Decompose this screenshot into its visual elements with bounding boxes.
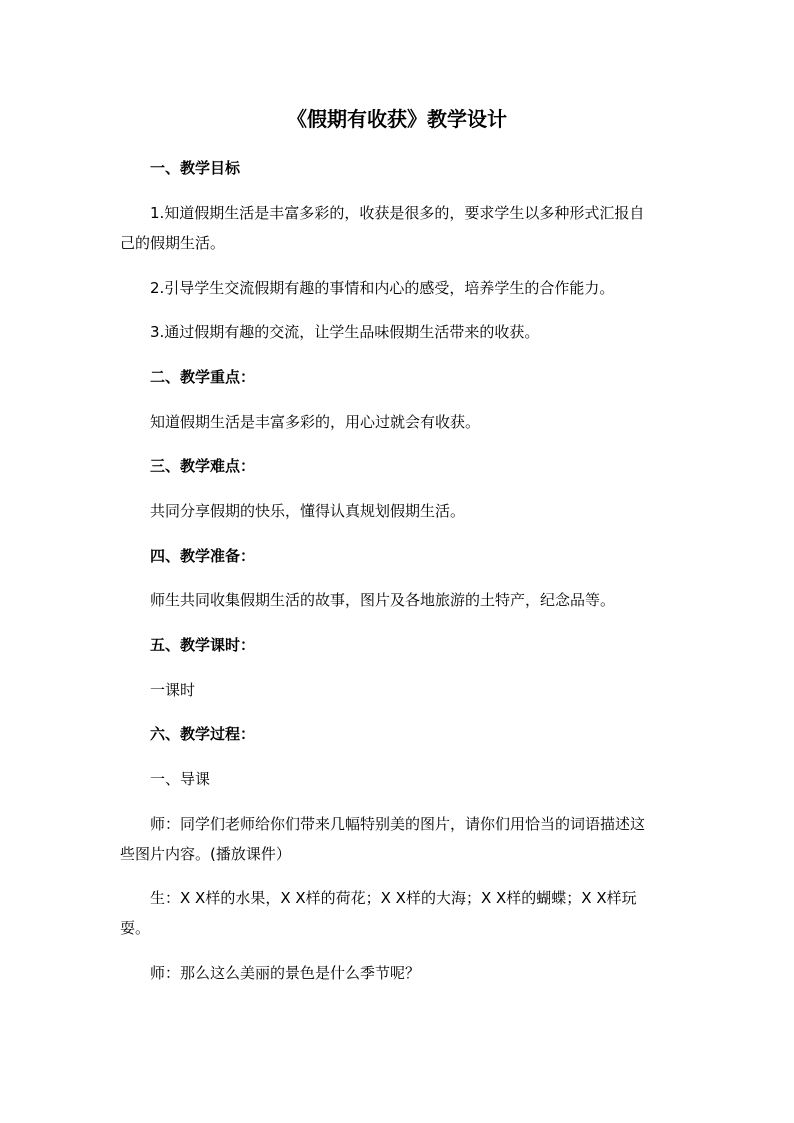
paragraph-teacher-2: 师：那么这么美丽的景色是什么季节呢？ (150, 964, 421, 982)
paragraph-objective-3: 3.通过假期有趣的交流，让学生品味假期生活带来的收获。 (150, 323, 540, 341)
paragraph-objective-2: 2.引导学生交流假期有趣的事情和内心的感受，培养学生的合作能力。 (150, 279, 615, 297)
paragraph-difficulties: 共同分享假期的快乐，懂得认真规划假期生活。 (150, 502, 466, 520)
paragraph-objective-1: 1.知道假期生活是丰富多彩的，收获是很多的，要求学生以多种形式汇报自 (150, 204, 645, 222)
paragraph-teacher-1: 师：同学们老师给你们带来几幅特别美的图片，请你们用恰当的词语描述这 (150, 815, 646, 833)
paragraph-introduction: 一、导课 (150, 770, 211, 788)
document-title: 《假期有收获》教学设计 (287, 107, 507, 131)
paragraph-objective-1-cont: 己的假期生活。 (120, 234, 226, 252)
section-heading-preparation: 四、教学准备： (150, 547, 256, 565)
section-heading-process: 六、教学过程： (150, 725, 256, 743)
section-heading-difficulties: 三、教学难点： (150, 457, 256, 475)
paragraph-class-hours: 一课时 (150, 681, 196, 699)
paragraph-student-1: 生：X X样的水果，X X样的荷花；X X样的大海；X X样的蝴蝶；X X样玩 (150, 889, 637, 907)
section-heading-objectives: 一、教学目标 (150, 159, 241, 177)
paragraph-key-points: 知道假期生活是丰富多彩的，用心过就会有收获。 (150, 413, 481, 431)
paragraph-student-1-cont: 耍。 (120, 919, 151, 937)
section-heading-class-hours: 五、教学课时： (150, 636, 256, 654)
paragraph-preparation: 师生共同收集假期生活的故事，图片及各地旅游的土特产，纪念品等。 (150, 591, 616, 609)
section-heading-key-points: 二、教学重点： (150, 368, 256, 386)
paragraph-teacher-1-cont: 些图片内容。(播放课件） (120, 845, 291, 863)
